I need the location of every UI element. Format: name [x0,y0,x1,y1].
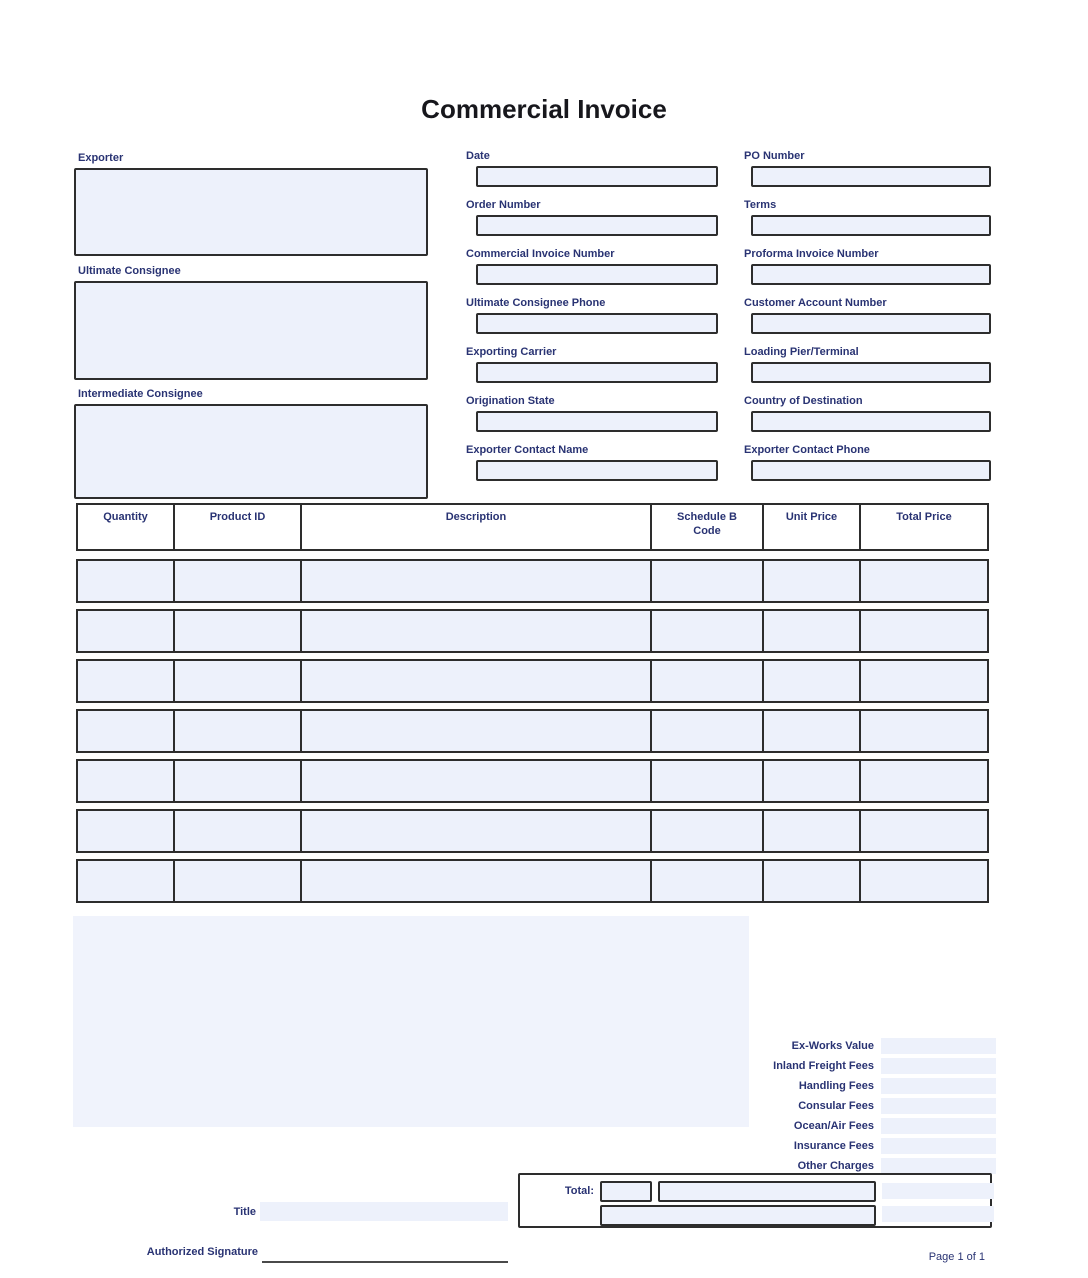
line-item-quantity-input[interactable] [78,561,175,601]
column-header-schedule-b-code: Schedule B Code [652,505,764,549]
country-of-destination-input[interactable] [751,411,991,432]
line-item-product-id-input[interactable] [175,861,302,901]
ultimate-consignee-section [76,265,428,380]
origination-state-label: Origination State [466,395,555,407]
ultimate-consignee-box[interactable] [74,281,428,380]
other-charges-label: Other Charges [797,1159,874,1172]
ocean-air-fees-row [740,1117,996,1134]
exporter-box[interactable] [74,168,428,256]
intermediate-consignee-box[interactable] [74,404,428,499]
page-title: Commercial Invoice [421,94,667,124]
country-of-destination-label: Country of Destination [744,395,863,407]
exporter-contact-phone-input[interactable] [751,460,991,481]
line-item-description-input[interactable] [302,861,652,901]
line-item-unit-price-input[interactable] [764,861,861,901]
line-item-schedule-b-input[interactable] [652,711,764,751]
insurance-fees-row [740,1137,996,1154]
customer-account-number-field [744,297,991,334]
line-item-schedule-b-input[interactable] [652,861,764,901]
line-item-description-input[interactable] [302,561,652,601]
total-amount-input[interactable] [658,1181,876,1202]
line-item-quantity-input[interactable] [78,761,175,801]
signature-line [262,1261,508,1263]
commercial-invoice-number-input[interactable] [476,264,718,285]
line-item-total-price-input[interactable] [861,561,987,601]
line-item-quantity-input[interactable] [78,811,175,851]
line-item-schedule-b-input[interactable] [652,661,764,701]
total-side-value-2-input[interactable] [882,1206,994,1222]
loading-pier-terminal-field [744,346,991,383]
exporter-contact-phone-field [744,444,991,481]
line-item-quantity-input[interactable] [78,711,175,751]
line-item-unit-price-input[interactable] [764,811,861,851]
terms-input[interactable] [751,215,991,236]
total-label: Total: [564,1185,594,1197]
line-item-product-id-input[interactable] [175,561,302,601]
line-item-total-price-input[interactable] [861,661,987,701]
ocean-air-fees-input[interactable] [881,1118,996,1134]
consular-fees-label: Consular Fees [798,1099,874,1112]
line-item-product-id-input[interactable] [175,611,302,651]
inland-freight-fees-row [740,1057,996,1074]
ex-works-value-input[interactable] [881,1038,996,1054]
line-item-unit-price-input[interactable] [764,611,861,651]
po-number-input[interactable] [751,166,991,187]
date-field [466,150,718,187]
table-row [76,759,989,803]
column-header-unit-price: Unit Price [764,505,861,549]
total-currency-input[interactable] [600,1181,652,1202]
origination-state-field [466,395,718,432]
exporting-carrier-input[interactable] [476,362,718,383]
line-item-unit-price-input[interactable] [764,711,861,751]
intermediate-consignee-label: Intermediate Consignee [78,388,203,400]
line-item-description-input[interactable] [302,661,652,701]
ex-works-value-row [740,1037,996,1054]
order-number-input[interactable] [476,215,718,236]
ultimate-consignee-phone-input[interactable] [476,313,718,334]
po-number-label: PO Number [744,150,805,162]
consular-fees-input[interactable] [881,1098,996,1114]
line-item-product-id-input[interactable] [175,661,302,701]
exporting-carrier-label: Exporting Carrier [466,346,557,358]
notes-area[interactable] [73,916,749,1127]
other-charges-row [740,1157,996,1174]
line-item-unit-price-input[interactable] [764,761,861,801]
commercial-invoice-number-label: Commercial Invoice Number [466,248,615,260]
intermediate-consignee-section [76,388,428,499]
line-item-total-price-input[interactable] [861,761,987,801]
inland-freight-fees-input[interactable] [881,1058,996,1074]
line-item-product-id-input[interactable] [175,811,302,851]
customer-account-number-label: Customer Account Number [744,297,887,309]
line-item-unit-price-input[interactable] [764,661,861,701]
insurance-fees-input[interactable] [881,1138,996,1154]
exporter-contact-name-label: Exporter Contact Name [466,444,589,456]
line-item-schedule-b-input[interactable] [652,761,764,801]
line-item-schedule-b-input[interactable] [652,811,764,851]
line-item-quantity-input[interactable] [78,861,175,901]
ocean-air-fees-label: Ocean/Air Fees [793,1119,874,1132]
exporting-carrier-field [466,346,718,383]
column-header-description: Description [302,505,652,549]
exporter-section [76,152,428,256]
line-item-unit-price-input[interactable] [764,561,861,601]
table-row [76,559,989,603]
line-item-product-id-input[interactable] [175,711,302,751]
line-items-header-row [76,503,989,551]
exporter-contact-name-field [466,444,718,481]
line-item-schedule-b-input[interactable] [652,611,764,651]
table-row [76,659,989,703]
table-row [76,809,989,853]
line-item-description-input[interactable] [302,761,652,801]
column-header-product-id: Product ID [175,505,302,549]
date-input[interactable] [476,166,718,187]
total-amount-line2-input[interactable] [600,1205,876,1226]
terms-field [744,199,991,236]
line-item-total-price-input[interactable] [861,811,987,851]
line-item-description-input[interactable] [302,811,652,851]
table-row [76,709,989,753]
line-item-description-input[interactable] [302,611,652,651]
column-header-quantity: Quantity [78,505,175,549]
total-section [518,1173,992,1228]
table-row [76,859,989,903]
title-label: Title [233,1206,256,1218]
ultimate-consignee-phone-field [466,297,718,334]
proforma-invoice-number-input[interactable] [751,264,991,285]
loading-pier-terminal-label: Loading Pier/Terminal [744,346,859,358]
line-item-description-input[interactable] [302,711,652,751]
line-item-product-id-input[interactable] [175,761,302,801]
order-number-field [466,199,718,236]
customer-account-number-input[interactable] [751,313,991,334]
proforma-invoice-number-field [744,248,991,285]
terms-label: Terms [744,199,777,211]
insurance-fees-label: Insurance Fees [793,1139,874,1152]
page-indicator: Page 1 of 1 [928,1251,985,1263]
country-of-destination-field [744,395,991,432]
line-item-quantity-input[interactable] [78,611,175,651]
loading-pier-terminal-input[interactable] [751,362,991,383]
authorized-signature-label: Authorized Signature [146,1246,258,1258]
proforma-invoice-number-label: Proforma Invoice Number [744,248,879,260]
po-number-field [744,150,991,187]
total-side-value-1-input[interactable] [882,1183,994,1199]
handling-fees-label: Handling Fees [798,1079,874,1092]
origination-state-input[interactable] [476,411,718,432]
other-charges-input[interactable] [881,1158,996,1174]
exporter-label: Exporter [78,152,124,164]
ultimate-consignee-label: Ultimate Consignee [78,265,181,277]
commercial-invoice-number-field [466,248,718,285]
handling-fees-input[interactable] [881,1078,996,1094]
exporter-contact-name-input[interactable] [476,460,718,481]
line-item-total-price-input[interactable] [861,861,987,901]
handling-fees-row [740,1077,996,1094]
line-item-quantity-input[interactable] [78,661,175,701]
order-number-label: Order Number [466,199,541,211]
column-header-total-price: Total Price [896,511,952,523]
ex-works-value-label: Ex-Works Value [791,1039,874,1052]
date-label: Date [466,150,490,162]
exporter-contact-phone-label: Exporter Contact Phone [744,444,870,456]
ultimate-consignee-phone-label: Ultimate Consignee Phone [466,297,606,309]
line-item-total-price-input[interactable] [861,611,987,651]
title-input[interactable] [260,1202,508,1221]
inland-freight-fees-label: Inland Freight Fees [773,1059,874,1072]
consular-fees-row [740,1097,996,1114]
line-item-schedule-b-input[interactable] [652,561,764,601]
table-row [76,609,989,653]
line-item-total-price-input[interactable] [861,711,987,751]
